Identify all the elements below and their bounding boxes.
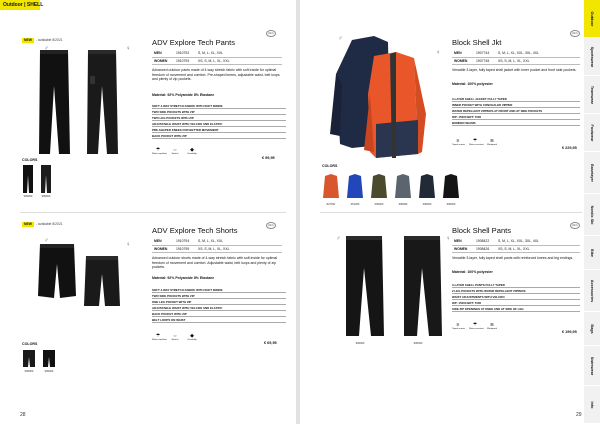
product-title: Block Shell Pants [452,226,512,235]
new-tag: NEW [24,38,32,42]
feature-icons: ☂ Water repellent ⇔ Stretch ◆ Durability [152,333,197,341]
color-code: 999000 [44,370,54,373]
product-title: ADV Explore Tech Shorts [152,226,238,235]
feature-item: ONE LEG POCKET WITH ZIP [152,299,286,305]
color-code: 995000 [24,370,34,373]
feature-item: BELT LOOPS ON WAIST [152,317,286,323]
feature-item: INNER POCKET WITH CONCEALED ZIPPER [452,102,580,108]
product-price: € 69,95 [264,341,277,345]
category-tabs [584,0,600,424]
water-repellent-icon: ☂ [155,333,161,339]
page-number-right: 29 [576,412,582,418]
feature-item: WATER REPELLENT ZIPPERS AT FRONT AND AT SIDE POCKETS [452,108,580,114]
color-code: 999000 [355,342,365,345]
right-page [300,0,600,424]
product-price: € 199,95 [562,330,577,334]
feature-item: BONDED SEAMS [452,120,580,126]
stretch-icon: ⇔ [172,333,178,339]
feature-item: 3-LAYER SHELL PANTS FULLY TAPED [452,282,580,288]
block-shell-jacket-image [330,34,446,162]
male-icon: ♂ [338,36,343,42]
female-icon: ♀ [126,242,131,248]
durability-icon: ◆ [190,333,194,339]
feature-item: TWO SIDE POCKETS WITH ZIP [152,109,286,115]
fit-badge: REG [570,30,580,37]
water-repellent-icon: ☂ [472,138,478,144]
product-title: ADV Explore Tech Pants [152,38,236,47]
feature-item: PRE-SHAPED KNEES FOR BETTER MOVEMENT [152,127,286,133]
color-swatch[interactable] [322,174,340,200]
feature-item: WP: 15000 BRT: 7000 [452,300,580,306]
color-code: 995000 [41,195,51,198]
page-number-left: 28 [20,412,26,418]
new-badge [22,38,63,43]
product-material: Material: 92% Polyamide 8% Elastane [152,276,215,280]
block-shell-pants-image [340,232,452,340]
stretch-icon: ⇔ [172,147,178,153]
color-swatch[interactable] [370,174,388,200]
feature-icons: ☂ Water repellent ⇔ Stretch ◆ Durability [152,147,197,155]
tab-swimwear[interactable]: Swimwear [584,346,600,386]
spec-row: WOMEN 1908426 XS, S, M, L, XL, XXL [452,245,580,252]
spec-table [152,50,282,65]
windproof-icon: ≋ [489,138,495,144]
tab-nordic-ski[interactable]: Nordic Ski [584,194,600,236]
color-code: 827391 [326,203,336,206]
spec-row: MEN 1908422 S, M, L, XL, XXL, 3XL, 4XL [452,238,580,245]
tab-info[interactable]: Info [584,386,600,424]
product-description: Versatile 3-layer, fully taped shell pants with reinforced knees and leg endings. [452,256,574,260]
tab-bike[interactable]: Bike [584,236,600,270]
section-header: Outdoor | SHELL [0,0,40,10]
color-swatch[interactable] [42,350,56,368]
tab-accessories[interactable]: Accessories [584,270,600,312]
section-divider [320,212,582,213]
left-page [0,0,296,424]
windproof-icon: ≋ [489,322,495,328]
male-icon: ♂ [44,46,49,52]
color-swatch[interactable] [394,174,412,200]
product-material: Material: 92% Polyamide 8% Elastane [152,93,215,97]
color-code: 999000 [446,203,456,206]
new-availability: - available 8/2021 [35,38,63,42]
fit-badge: REG [570,222,580,229]
spec-row: MEN 1910792 S, M, L, XL, XXL [152,50,282,57]
color-swatch[interactable] [22,165,34,193]
explore-tech-pants-image [30,46,130,156]
female-icon: ♀ [126,46,131,52]
feature-item: SOFT 4-WAY STRETCH FABRIC WITH SOFT INSIDE [152,103,286,109]
feature-item: TWO LEG POCKETS WITH ZIP [152,115,286,121]
product-description: Advanced outdoor pants made of 4-way stretch fabric with soft inside for optimal freedom of movement and comfort. Pre-shaped knees, adjustable waist, belt loops and plenty of zip pockets. [152,68,280,82]
taped-seams-icon: ≡ [456,322,460,328]
product-price: € 229,95 [562,146,577,150]
female-icon: ♀ [436,50,441,56]
color-code: 999000 [23,195,33,198]
spec-row: MEN 1910794 S, M, L, XL, XXL [152,238,282,245]
tab-bags[interactable]: Bags [584,312,600,346]
product-material: Material: 100% polyester [452,82,493,86]
new-badge [22,222,63,227]
male-icon: ♂ [336,236,341,242]
tab-sportswear[interactable]: Sportswear [584,38,600,76]
color-code: 995000 [413,342,423,345]
explore-tech-shorts-image [30,236,130,308]
feature-list [452,96,580,126]
feature-item: 3-LAYER SHELL JACKET FULLY TAPED [452,96,580,102]
feature-list [152,103,286,139]
fit-badge: REG [266,30,276,37]
color-code: 669000 [374,203,384,206]
feature-list [152,287,286,323]
new-availability: - available 8/2021 [35,222,63,226]
color-swatch[interactable] [442,174,460,200]
colors-label: COLORS [22,158,38,162]
spec-row: WOMEN 1907745 XS, S, M, L, XL, XXL [452,57,580,64]
color-swatch[interactable] [40,165,52,193]
product-material: Material: 100% polyester [452,270,493,274]
durability-icon: ◆ [190,147,194,153]
feature-item: BACK POCKET WITH ZIP [152,311,286,317]
colors-label: COLORS [22,342,38,346]
tab-teamwear[interactable]: Teamwear [584,76,600,114]
female-icon: ♀ [446,236,451,242]
color-code: 351000 [350,203,360,206]
spec-table [152,238,282,253]
color-swatch[interactable] [22,350,36,368]
water-repellent-icon: ☂ [155,147,161,153]
color-swatch[interactable] [418,174,436,200]
feature-item: TWO SIDE POCKETS WITH ZIP [152,293,286,299]
section-divider [20,212,286,213]
spec-table [452,238,580,253]
fit-badge: REG [266,222,276,229]
taped-seams-icon: ≡ [456,138,460,144]
spec-row: MEN 1907744 S, M, L, XL, XXL, 3XL, 4XL [452,50,580,57]
feature-item: WAIST ADJUSTMENTS WITH VELCRO [452,294,580,300]
spec-row: WOMEN 1910795 XS, S, M, L, XL, XXL [152,245,282,252]
water-repellent-icon: ☂ [472,322,478,328]
color-code: 395000 [422,203,432,206]
color-swatch[interactable] [346,174,364,200]
product-description: Versatile 3-layer, fully taped shell jacket with inner pocket and front side pockets. [452,68,577,72]
spec-row: WOMEN 1910793 XS, S, M, L, XL, XXL [152,57,282,64]
feature-item: ADJUSTABLE WAIST WITH VELCRO AND ELASTIC [152,305,286,311]
feature-icons: ≡ Taped seams ☂ Water resistant ≋ Windproof [452,138,497,146]
product-title: Block Shell Jkt [452,38,502,47]
color-code: 995990 [398,203,408,206]
feature-item: SOFT 4-WAY STRETCH FABRIC WITH SOFT INSIDE [152,287,286,293]
feature-item: ADJUSTABLE WAIST WITH VELCRO AND ELASTIC [152,121,286,127]
feature-item: SIDE ZIP OPENINGS AT KNEE AND AT SIDE OF LEG [452,306,580,312]
new-tag: NEW [24,222,32,226]
feature-icons: ≡ Taped seams ☂ Water resistant ≋ Windproof [452,322,497,330]
tab-baselayer[interactable]: Baselayer [584,152,600,194]
spec-table [452,50,580,65]
product-description: Advanced outdoor shorts made of 4-way stretch fabric with soft inside for optimal freedom of movement and comfort. Adjustable waist, belt loops and plenty of zip pockets. [152,256,278,270]
tab-outdoor[interactable]: Outdoor [584,0,600,38]
feature-list [452,282,580,312]
feature-item: 2 LEG POCKETS WITH WATER REPELLENT ZIPPERS [452,288,580,294]
tab-footwear[interactable]: Footwear [584,114,600,152]
feature-item: WP: 15000 BRT: 7000 [452,114,580,120]
male-icon: ♂ [44,238,49,244]
colors-label: COLORS [322,164,338,168]
feature-item: BACK POCKET WITH ZIP [152,133,286,139]
product-price: € 99,95 [262,156,275,160]
